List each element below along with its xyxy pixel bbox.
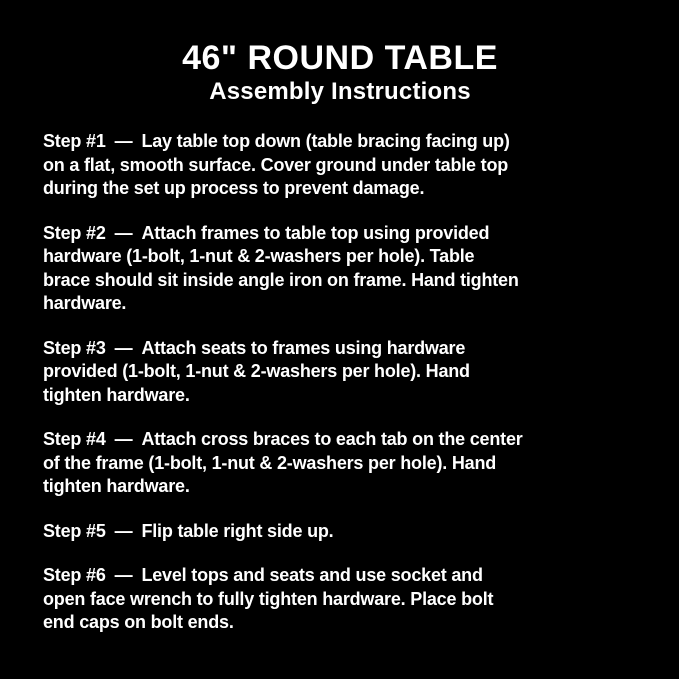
em-dash: — xyxy=(114,520,133,541)
step-text-line: open face wrench to fully tighten hardware. Place bolt xyxy=(43,588,494,609)
em-dash: — xyxy=(114,565,133,585)
step-line xyxy=(43,564,637,588)
step-label: Step #1 xyxy=(43,131,106,151)
step-6 xyxy=(43,564,637,635)
step-3 xyxy=(43,337,637,408)
em-dash: — xyxy=(114,337,133,358)
step-label: Step #6 xyxy=(43,565,106,585)
step-text-line: of the frame (1-bolt, 1-nut & 2-washers per hole). Hand xyxy=(43,452,497,473)
step-line xyxy=(43,130,637,154)
em-dash: — xyxy=(114,429,133,449)
step-label: Step #2 xyxy=(43,222,106,243)
step-text-line: Lay table top down (table bracing facing up) xyxy=(141,131,510,151)
step-text-line: tighten hardware. xyxy=(43,384,190,405)
page-subtitle: Assembly Instructions xyxy=(209,78,471,105)
step-line xyxy=(43,428,637,452)
step-1 xyxy=(43,130,637,201)
step-text-line: brace should sit inside angle iron on frame. Hand tighten xyxy=(43,269,519,290)
steps-list xyxy=(43,130,637,635)
step-text-line: on a flat, smooth surface. Cover ground under table top xyxy=(43,154,509,175)
step-text-line: hardware (1-bolt, 1-nut & 2-washers per hole). Table xyxy=(43,246,475,266)
step-4 xyxy=(43,428,637,499)
page-title: 46" ROUND TABLE xyxy=(182,39,498,77)
step-text-line: end caps on bolt ends. xyxy=(43,612,234,632)
step-text-line: Attach cross braces to each tab on the center xyxy=(141,429,523,449)
step-text-line: during the set up process to prevent damage. xyxy=(43,178,425,198)
step-text-line: tighten hardware. xyxy=(43,476,190,496)
step-line xyxy=(43,337,637,361)
step-line xyxy=(43,222,637,246)
step-2 xyxy=(43,222,637,316)
step-text-line: hardware. xyxy=(43,293,127,313)
step-text-line: Flip table right side up. xyxy=(141,520,334,541)
step-5 xyxy=(43,520,637,544)
step-label: Step #5 xyxy=(43,520,106,541)
em-dash: — xyxy=(114,131,133,151)
step-label: Step #3 xyxy=(43,337,106,358)
step-text-line: Attach frames to table top using provided xyxy=(141,222,490,243)
step-text-line: Attach seats to frames using hardware xyxy=(141,337,466,358)
em-dash: — xyxy=(114,222,133,243)
step-line xyxy=(43,520,637,544)
step-label: Step #4 xyxy=(43,429,106,449)
step-text-line: Level tops and seats and use socket and xyxy=(141,565,483,585)
step-text-line: provided (1-bolt, 1-nut & 2-washers per hole). Hand xyxy=(43,361,470,381)
